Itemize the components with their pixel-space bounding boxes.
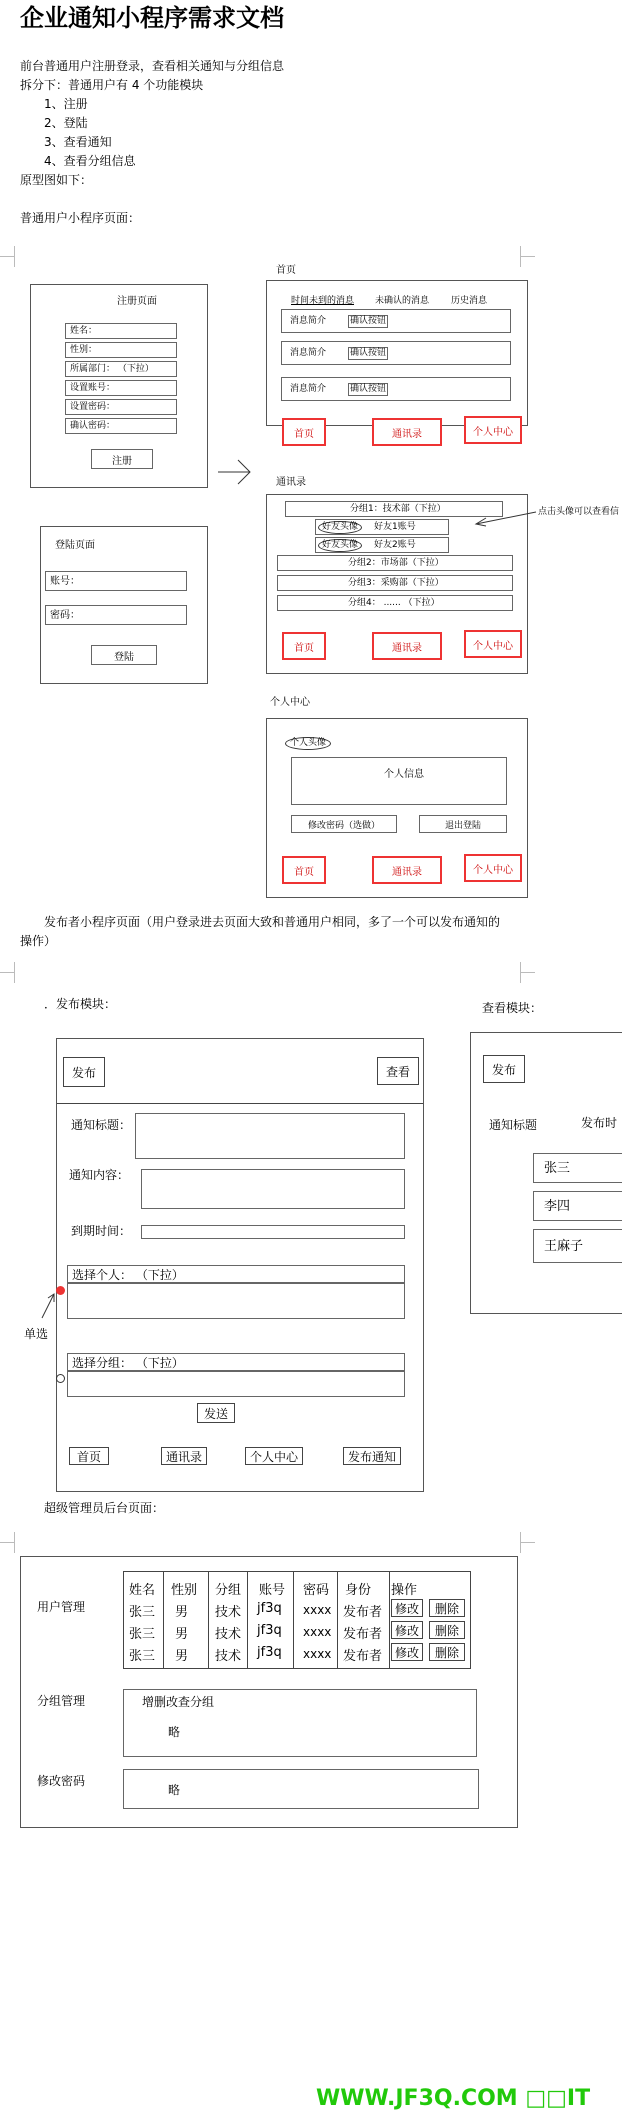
notice-row[interactable]: 张三 xyxy=(533,1153,622,1183)
tab-history[interactable]: 历史消息 xyxy=(451,296,488,306)
select-group-dropdown[interactable]: 选择分组： （下拉） xyxy=(67,1353,405,1371)
group-list-box xyxy=(67,1371,405,1397)
col-password: 密码 xyxy=(303,1583,330,1598)
page-corner-mark xyxy=(520,1542,535,1553)
contacts-title: 通讯录 xyxy=(276,477,306,488)
group-mgmt-label: 分组管理 xyxy=(37,1694,86,1708)
friend-avatar-icon[interactable]: 好友头像 xyxy=(318,539,362,552)
login-page xyxy=(40,526,208,684)
annotation-arrow-icon xyxy=(474,508,538,528)
col-account: 账号 xyxy=(259,1583,286,1598)
message-item: 消息简介 确认按钮 xyxy=(281,309,511,333)
tab-unconfirmed[interactable]: 未确认的消息 xyxy=(375,296,430,306)
group-2-row[interactable]: 分组2：市场部（下拉） xyxy=(277,555,513,571)
home-title: 首页 xyxy=(276,265,296,276)
nav-home-button[interactable]: 首页 xyxy=(69,1447,109,1465)
view-tab-publish[interactable]: 发布 xyxy=(483,1055,525,1083)
col-sex: 性别 xyxy=(171,1583,198,1598)
divider xyxy=(57,1103,423,1104)
tab-publish[interactable]: 发布 xyxy=(63,1057,105,1087)
nav-contacts-button[interactable]: 通讯录 xyxy=(161,1447,207,1465)
profile-info-box: 个人信息 xyxy=(291,757,507,805)
col-role: 身份 xyxy=(345,1583,372,1598)
nav-profile-button[interactable]: 个人中心 xyxy=(464,416,522,444)
publish-page xyxy=(56,1038,424,1492)
nav-home-button[interactable]: 首页 xyxy=(282,418,326,446)
logout-button[interactable]: 退出登陆 xyxy=(419,815,507,833)
col-group: 分组 xyxy=(215,1583,242,1598)
doc-title: 企业通知小程序需求文档 xyxy=(20,3,284,32)
confirm-button[interactable]: 确认按钮 xyxy=(350,384,387,394)
login-password-field[interactable]: 密码： xyxy=(45,605,187,625)
page-corner-mark xyxy=(520,972,535,983)
register-account-field[interactable]: 设置账号： xyxy=(65,380,177,396)
view-page xyxy=(470,1032,622,1314)
deadline-label: 到期时间： xyxy=(71,1224,132,1238)
user-pages-text: 普通用户小程序页面： xyxy=(20,211,141,225)
person-list-box xyxy=(67,1283,405,1319)
page-corner-mark xyxy=(520,256,535,267)
message-item: 消息简介 确认按钮 xyxy=(281,377,511,401)
nav-profile-button[interactable]: 个人中心 xyxy=(464,630,522,658)
group-1-row[interactable]: 分组1：技术部（下拉） xyxy=(285,501,503,517)
arrow-icon xyxy=(216,452,254,488)
module-4: 4、查看分组信息 xyxy=(44,154,136,168)
watermark: WWW.JF3Q.COM □□IT xyxy=(316,2086,591,2111)
home-page xyxy=(266,280,528,426)
col-publish-time: 发布时 xyxy=(581,1116,618,1130)
password-mgmt-box: 略 xyxy=(123,1769,479,1809)
password-mgmt-label: 修改密码 xyxy=(37,1774,86,1788)
register-dept-field[interactable]: 所属部门： （下拉） xyxy=(65,361,177,377)
register-name-field[interactable]: 姓名： xyxy=(65,323,177,339)
tab-view[interactable]: 查看 xyxy=(377,1057,419,1085)
radio-unselected-icon[interactable] xyxy=(56,1374,65,1383)
nav-contacts-button[interactable]: 通讯录 xyxy=(372,856,442,884)
group-3-row[interactable]: 分组3：采购部（下拉） xyxy=(277,575,513,591)
col-name: 姓名 xyxy=(129,1583,156,1598)
content-label: 通知内容： xyxy=(69,1168,130,1182)
user-mgmt-label: 用户管理 xyxy=(37,1600,86,1614)
delete-button[interactable]: 删除 xyxy=(429,1599,465,1617)
nav-home-button[interactable]: 首页 xyxy=(282,856,326,884)
nav-contacts-button[interactable]: 通讯录 xyxy=(372,632,442,660)
nav-profile-button[interactable]: 个人中心 xyxy=(464,854,522,882)
page-corner-mark xyxy=(0,256,15,267)
delete-button[interactable]: 删除 xyxy=(429,1621,465,1639)
view-module-title: 查看模块： xyxy=(482,1001,543,1015)
publisher-text-2: 操作） xyxy=(20,934,57,948)
edit-button[interactable]: 修改 xyxy=(391,1621,423,1639)
publisher-text: 发布者小程序页面（用户登录进去页面大致和普通用户相同，多了一个可以发布通知的 xyxy=(44,915,501,929)
group-4-row[interactable]: 分组4： ...... （下拉） xyxy=(277,595,513,611)
nav-profile-button[interactable]: 个人中心 xyxy=(245,1447,303,1465)
radio-arrow-icon xyxy=(38,1290,60,1320)
confirm-button[interactable]: 确认按钮 xyxy=(350,348,387,358)
avatar-annotation: 点击头像可以查看信 xyxy=(538,507,620,517)
col-notice-title: 通知标题 xyxy=(489,1118,538,1132)
change-password-button[interactable]: 修改密码（选做） xyxy=(291,815,397,833)
profile-avatar-icon[interactable]: 个人头像 xyxy=(285,737,331,750)
register-confirm-field[interactable]: 确认密码： xyxy=(65,418,177,434)
friend-1-row[interactable]: 好友头像 好友1账号 xyxy=(315,519,449,535)
notice-row[interactable]: 王麻子 xyxy=(533,1229,622,1263)
admin-pages-title: 超级管理员后台页面： xyxy=(44,1501,165,1515)
page-corner-mark xyxy=(0,1542,15,1553)
register-title: 注册页面 xyxy=(117,296,157,307)
group-mgmt-box: 增删改查分组 略 xyxy=(123,1689,477,1757)
module-1: 1、注册 xyxy=(44,97,88,111)
title-label: 通知标题： xyxy=(71,1118,132,1132)
split-text: 拆分下：普通用户有 4 个功能模块 xyxy=(20,78,204,92)
register-password-field[interactable]: 设置密码： xyxy=(65,399,177,415)
delete-button[interactable]: 删除 xyxy=(429,1643,465,1661)
select-person-dropdown[interactable]: 选择个人： （下拉） xyxy=(67,1265,405,1283)
notice-title-input[interactable] xyxy=(135,1113,405,1159)
nav-publish-button[interactable]: 发布通知 xyxy=(343,1447,401,1465)
module-3: 3、查看通知 xyxy=(44,135,112,149)
login-button[interactable]: 登陆 xyxy=(91,645,157,665)
friend-avatar-icon[interactable]: 好友头像 xyxy=(318,521,362,534)
tab-upcoming[interactable]: 时间未到的消息 xyxy=(291,296,355,306)
prototype-text: 原型图如下： xyxy=(20,173,93,187)
message-item: 消息简介 确认按钮 xyxy=(281,341,511,365)
nav-contacts-button[interactable]: 通讯录 xyxy=(372,418,442,446)
deadline-input[interactable] xyxy=(141,1225,405,1239)
intro-text: 前台普通用户注册登录，查看相关通知与分组信息 xyxy=(20,59,285,73)
admin-page: 用户管理 姓名 性别 分组 账号 密码 身份 操作 张三 男 技术 jf3q xxxx 发布者 修改 删除 张三 男 技术 jf3q xxxx 发布者 修改 删除 张三 男 技术 jf3q xxxx 发布者 修改 删除 分组管理 增删改查分组 略 修改密码 略 xyxy=(20,1556,518,1828)
login-title: 登陆页面 xyxy=(55,540,95,551)
confirm-button[interactable]: 确认按钮 xyxy=(350,316,387,326)
edit-button[interactable]: 修改 xyxy=(391,1643,423,1661)
nav-home-button[interactable]: 首页 xyxy=(282,632,326,660)
profile-title: 个人中心 xyxy=(270,697,310,708)
register-sex-field[interactable]: 性别： xyxy=(65,342,177,358)
edit-button[interactable]: 修改 xyxy=(391,1599,423,1617)
register-page xyxy=(30,284,208,488)
publish-module-title: ．发布模块： xyxy=(44,997,117,1011)
login-account-field[interactable]: 账号： xyxy=(45,571,187,591)
radio-label: 单选 xyxy=(24,1327,49,1341)
module-2: 2、登陆 xyxy=(44,116,88,130)
notice-content-input[interactable] xyxy=(141,1169,405,1209)
notice-row[interactable]: 李四 xyxy=(533,1191,622,1221)
friend-2-row[interactable]: 好友头像 好友2账号 xyxy=(315,537,449,553)
send-button[interactable]: 发送 xyxy=(197,1403,235,1423)
page-corner-mark xyxy=(0,972,15,983)
col-action: 操作 xyxy=(391,1583,418,1598)
register-button[interactable]: 注册 xyxy=(91,449,153,469)
